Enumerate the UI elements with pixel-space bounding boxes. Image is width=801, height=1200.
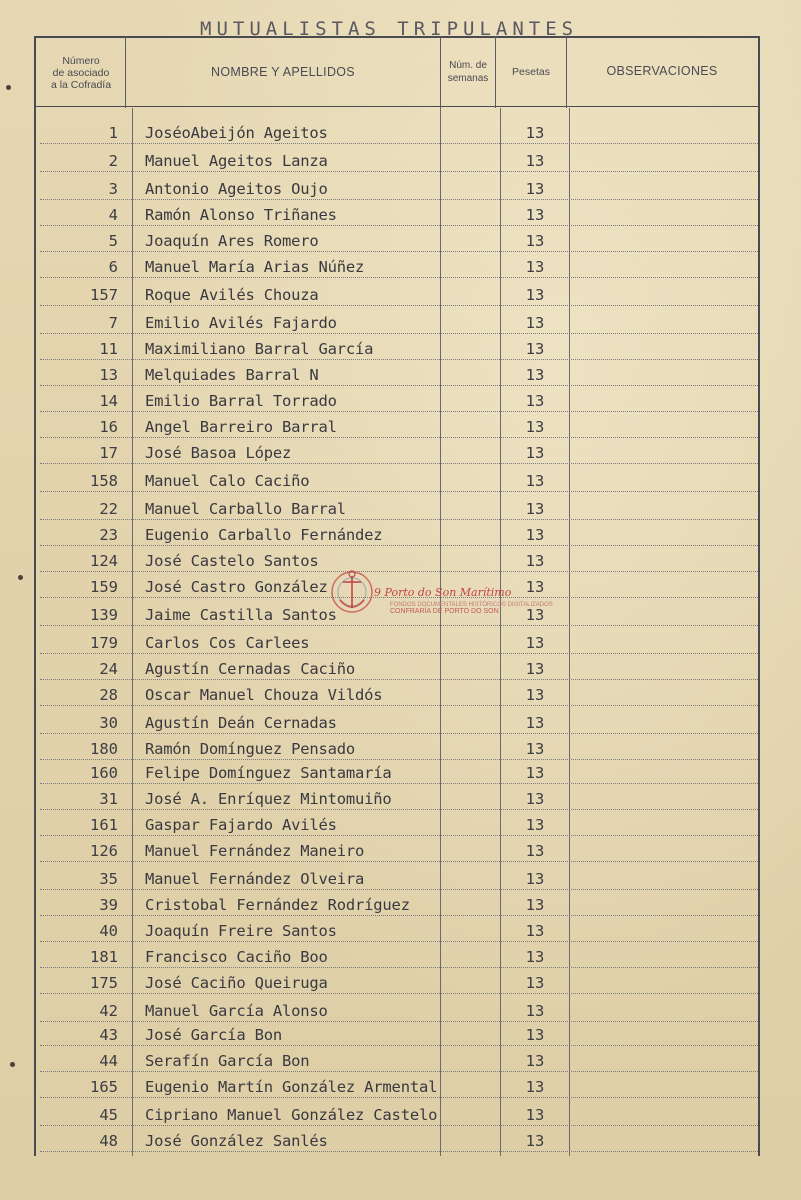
- member-number: 5: [108, 232, 118, 250]
- table-row: [40, 840, 760, 866]
- header-observaciones: OBSERVACIONES: [606, 64, 718, 78]
- pesetas-amount: 13: [525, 870, 545, 888]
- member-number: 157: [90, 286, 118, 304]
- table-row: [40, 920, 760, 946]
- pesetas-amount: 13: [525, 340, 545, 358]
- member-name: Agustín Deán Cernadas: [145, 714, 337, 732]
- table-row: [40, 814, 760, 840]
- row-rule: [40, 1125, 758, 1126]
- pesetas-amount: 13: [525, 180, 545, 198]
- member-name: Ramón Domínguez Pensado: [145, 740, 356, 758]
- table-row: [40, 498, 760, 524]
- member-name: JoséoAbeijón Ageitos: [145, 124, 328, 142]
- pesetas-amount: 13: [525, 232, 545, 250]
- row-rule: [40, 225, 758, 226]
- row-rule: [40, 385, 758, 386]
- table-row: [40, 256, 760, 282]
- pesetas-amount: 13: [525, 1002, 545, 1020]
- stamp-org: CONFRARÍA DE PORTO DO SON: [390, 608, 499, 615]
- table-row: [40, 1050, 760, 1076]
- row-rule: [40, 463, 758, 464]
- member-name: Manuel Fernández Maneiro: [145, 842, 365, 860]
- member-number: 4: [108, 206, 118, 224]
- pesetas-amount: 13: [525, 740, 545, 758]
- member-number: 158: [90, 472, 118, 490]
- pesetas-amount: 13: [525, 500, 545, 518]
- member-number: 1: [108, 124, 118, 142]
- table-row: [40, 312, 760, 338]
- header-semanas-line2: semanas: [447, 73, 489, 84]
- row-rule: [40, 411, 758, 412]
- member-name: Agustín Cernadas Caciño: [145, 660, 356, 678]
- pesetas-amount: 13: [525, 790, 545, 808]
- pesetas-amount: 13: [525, 206, 545, 224]
- table-row: [40, 442, 760, 468]
- table-row: [40, 1104, 760, 1130]
- member-number: 126: [90, 842, 118, 860]
- binding-hole: [6, 85, 11, 90]
- member-name: José Basoa López: [145, 444, 292, 462]
- pesetas-amount: 13: [525, 526, 545, 544]
- table-row: [40, 1000, 760, 1026]
- pesetas-amount: 13: [525, 418, 545, 436]
- pesetas-amount: 13: [525, 1132, 545, 1150]
- pesetas-amount: 13: [525, 842, 545, 860]
- table-row: [40, 894, 760, 920]
- member-name: José García Bon: [145, 1026, 282, 1044]
- row-rule: [40, 1045, 758, 1046]
- member-name: Manuel Carballo Barral: [145, 500, 346, 518]
- member-number: 35: [99, 870, 118, 888]
- page-title: MUTUALISTAS TRIPULANTES: [200, 18, 579, 36]
- member-name: José Castelo Santos: [145, 552, 319, 570]
- pesetas-amount: 13: [525, 366, 545, 384]
- member-number: 30: [99, 714, 118, 732]
- member-number: 22: [99, 500, 118, 518]
- pesetas-amount: 13: [525, 392, 545, 410]
- pesetas-amount: 13: [525, 314, 545, 332]
- member-name: Manuel Fernández Olveira: [145, 870, 365, 888]
- member-name: Angel Barreiro Barral: [145, 418, 337, 436]
- member-number: 44: [99, 1052, 118, 1070]
- member-name: Joaquín Freire Santos: [145, 922, 337, 940]
- member-number: 31: [99, 790, 118, 808]
- member-name: José González Sanlés: [145, 1132, 328, 1150]
- member-number: 14: [99, 392, 118, 410]
- table-row: [40, 632, 760, 658]
- table-row: [40, 712, 760, 738]
- row-rule: [40, 251, 758, 252]
- header-numero-line1: Número: [62, 55, 100, 67]
- pesetas-amount: 13: [525, 606, 545, 624]
- member-name: Francisco Caciño Boo: [145, 948, 328, 966]
- pesetas-amount: 13: [525, 634, 545, 652]
- member-name: Manuel Calo Caciño: [145, 472, 310, 490]
- member-number: 139: [90, 606, 118, 624]
- table-row: [40, 178, 760, 204]
- header-pesetas: Pesetas: [512, 66, 550, 78]
- table-row: [40, 390, 760, 416]
- member-number: 165: [90, 1078, 118, 1096]
- member-number: 24: [99, 660, 118, 678]
- pesetas-amount: 13: [525, 472, 545, 490]
- member-name: Manuel María Arias Núñez: [145, 258, 365, 276]
- member-number: 161: [90, 816, 118, 834]
- table-row: [40, 684, 760, 710]
- member-name: Eugenio Carballo Fernández: [145, 526, 383, 544]
- pesetas-amount: 13: [525, 948, 545, 966]
- header-numero-line2: de asociado: [52, 67, 110, 79]
- row-rule: [40, 653, 758, 654]
- member-name: Emilio Avilés Fajardo: [145, 314, 337, 332]
- row-rule: [40, 277, 758, 278]
- stamp-subtitle: FONDOS DOCUMENTALES HISTÓRICOS DIGITALIZADOS: [390, 602, 553, 608]
- header-nombre: NOMBRE Y APELLIDOS: [211, 65, 355, 79]
- table-row: [40, 946, 760, 972]
- table-row: [40, 972, 760, 998]
- stamp-title: 9 Porto do Son Marítimo: [374, 586, 512, 599]
- pesetas-amount: 13: [525, 444, 545, 462]
- header-semanas-line1: Núm. de: [449, 60, 487, 71]
- row-rule: [40, 1071, 758, 1072]
- row-rule: [40, 1151, 758, 1152]
- row-rule: [40, 199, 758, 200]
- member-name: Antonio Ageitos Oujo: [145, 180, 328, 198]
- member-name: Manuel Ageitos Lanza: [145, 152, 328, 170]
- row-rule: [40, 915, 758, 916]
- member-number: 181: [90, 948, 118, 966]
- row-rule: [40, 733, 758, 734]
- member-name: Cipriano Manuel González Castelo: [145, 1106, 438, 1124]
- pesetas-amount: 13: [525, 764, 545, 782]
- member-name: Eugenio Martín González Armental: [145, 1078, 438, 1096]
- table-row: [40, 658, 760, 684]
- member-number: 160: [90, 764, 118, 782]
- row-rule: [40, 889, 758, 890]
- pesetas-amount: 13: [525, 1052, 545, 1070]
- table-row: [40, 338, 760, 364]
- member-name: José A. Enríquez Mintomuiño: [145, 790, 392, 808]
- pesetas-amount: 13: [525, 922, 545, 940]
- pesetas-amount: 13: [525, 686, 545, 704]
- row-rule: [40, 333, 758, 334]
- member-number: 124: [90, 552, 118, 570]
- member-name: Jaime Castilla Santos: [145, 606, 337, 624]
- member-number: 43: [99, 1026, 118, 1044]
- binding-hole: [10, 1062, 15, 1067]
- row-rule: [40, 171, 758, 172]
- member-number: 2: [108, 152, 118, 170]
- member-name: Gaspar Fajardo Avilés: [145, 816, 337, 834]
- pesetas-amount: 13: [525, 1026, 545, 1044]
- row-rule: [40, 437, 758, 438]
- pesetas-amount: 13: [525, 124, 545, 142]
- member-number: 23: [99, 526, 118, 544]
- member-number: 175: [90, 974, 118, 992]
- row-rule: [40, 759, 758, 760]
- member-name: José Castro González: [145, 578, 328, 596]
- row-rule: [40, 519, 758, 520]
- pesetas-amount: 13: [525, 974, 545, 992]
- table-row: [40, 1024, 760, 1050]
- member-number: 17: [99, 444, 118, 462]
- row-rule: [40, 491, 758, 492]
- pesetas-amount: 13: [525, 286, 545, 304]
- table-row: [40, 204, 760, 230]
- member-number: 40: [99, 922, 118, 940]
- table-row: [40, 762, 760, 788]
- row-rule: [40, 359, 758, 360]
- member-number: 11: [99, 340, 118, 358]
- row-rule: [40, 143, 758, 144]
- row-rule: [40, 705, 758, 706]
- member-name: Roque Avilés Chouza: [145, 286, 319, 304]
- member-name: Serafín García Bon: [145, 1052, 310, 1070]
- table-row: [40, 1076, 760, 1102]
- pesetas-amount: 13: [525, 714, 545, 732]
- member-name: Ramón Alonso Triñanes: [145, 206, 337, 224]
- member-name: Manuel García Alonso: [145, 1002, 328, 1020]
- member-number: 39: [99, 896, 118, 914]
- table-row: [40, 738, 760, 764]
- table-row: [40, 470, 760, 496]
- pesetas-amount: 13: [525, 896, 545, 914]
- pesetas-amount: 13: [525, 258, 545, 276]
- table-row: [40, 364, 760, 390]
- member-number: 28: [99, 686, 118, 704]
- member-number: 159: [90, 578, 118, 596]
- member-name: Joaquín Ares Romero: [145, 232, 319, 250]
- member-number: 7: [108, 314, 118, 332]
- member-name: Carlos Cos Carlees: [145, 634, 310, 652]
- member-number: 179: [90, 634, 118, 652]
- member-number: 45: [99, 1106, 118, 1124]
- row-rule: [40, 993, 758, 994]
- row-rule: [40, 545, 758, 546]
- pesetas-amount: 13: [525, 660, 545, 678]
- pesetas-amount: 13: [525, 1078, 545, 1096]
- pesetas-amount: 13: [525, 1106, 545, 1124]
- pesetas-amount: 13: [525, 816, 545, 834]
- member-name: José Caciño Queiruga: [145, 974, 328, 992]
- member-name: Felipe Domínguez Santamaría: [145, 764, 392, 782]
- member-name: Maximiliano Barral García: [145, 340, 374, 358]
- row-rule: [40, 1097, 758, 1098]
- row-rule: [40, 783, 758, 784]
- member-name: Melquiades Barral N: [145, 366, 319, 384]
- table-row: [40, 122, 760, 148]
- table-row: [40, 868, 760, 894]
- member-name: Cristobal Fernández Rodríguez: [145, 896, 410, 914]
- member-number: 180: [90, 740, 118, 758]
- table-row: [40, 230, 760, 256]
- pesetas-amount: 13: [525, 552, 545, 570]
- table-row: [40, 1130, 760, 1156]
- member-number: 6: [108, 258, 118, 276]
- member-name: Oscar Manuel Chouza Vildós: [145, 686, 383, 704]
- row-rule: [40, 941, 758, 942]
- header-numero-line3: a la Cofradía: [50, 79, 112, 91]
- table-row: [40, 524, 760, 550]
- member-number: 48: [99, 1132, 118, 1150]
- row-rule: [40, 809, 758, 810]
- row-rule: [40, 967, 758, 968]
- table-row: [40, 284, 760, 310]
- row-rule: [40, 305, 758, 306]
- member-number: 16: [99, 418, 118, 436]
- member-number: 3: [108, 180, 118, 198]
- member-name: Emilio Barral Torrado: [145, 392, 337, 410]
- table-row: [40, 150, 760, 176]
- row-rule: [40, 835, 758, 836]
- pesetas-amount: 13: [525, 578, 545, 596]
- table-row: [40, 788, 760, 814]
- pesetas-amount: 13: [525, 152, 545, 170]
- member-number: 13: [99, 366, 118, 384]
- row-rule: [40, 1021, 758, 1022]
- row-rule: [40, 861, 758, 862]
- member-number: 42: [99, 1002, 118, 1020]
- binding-hole: [18, 575, 23, 580]
- row-rule: [40, 679, 758, 680]
- table-row: [40, 416, 760, 442]
